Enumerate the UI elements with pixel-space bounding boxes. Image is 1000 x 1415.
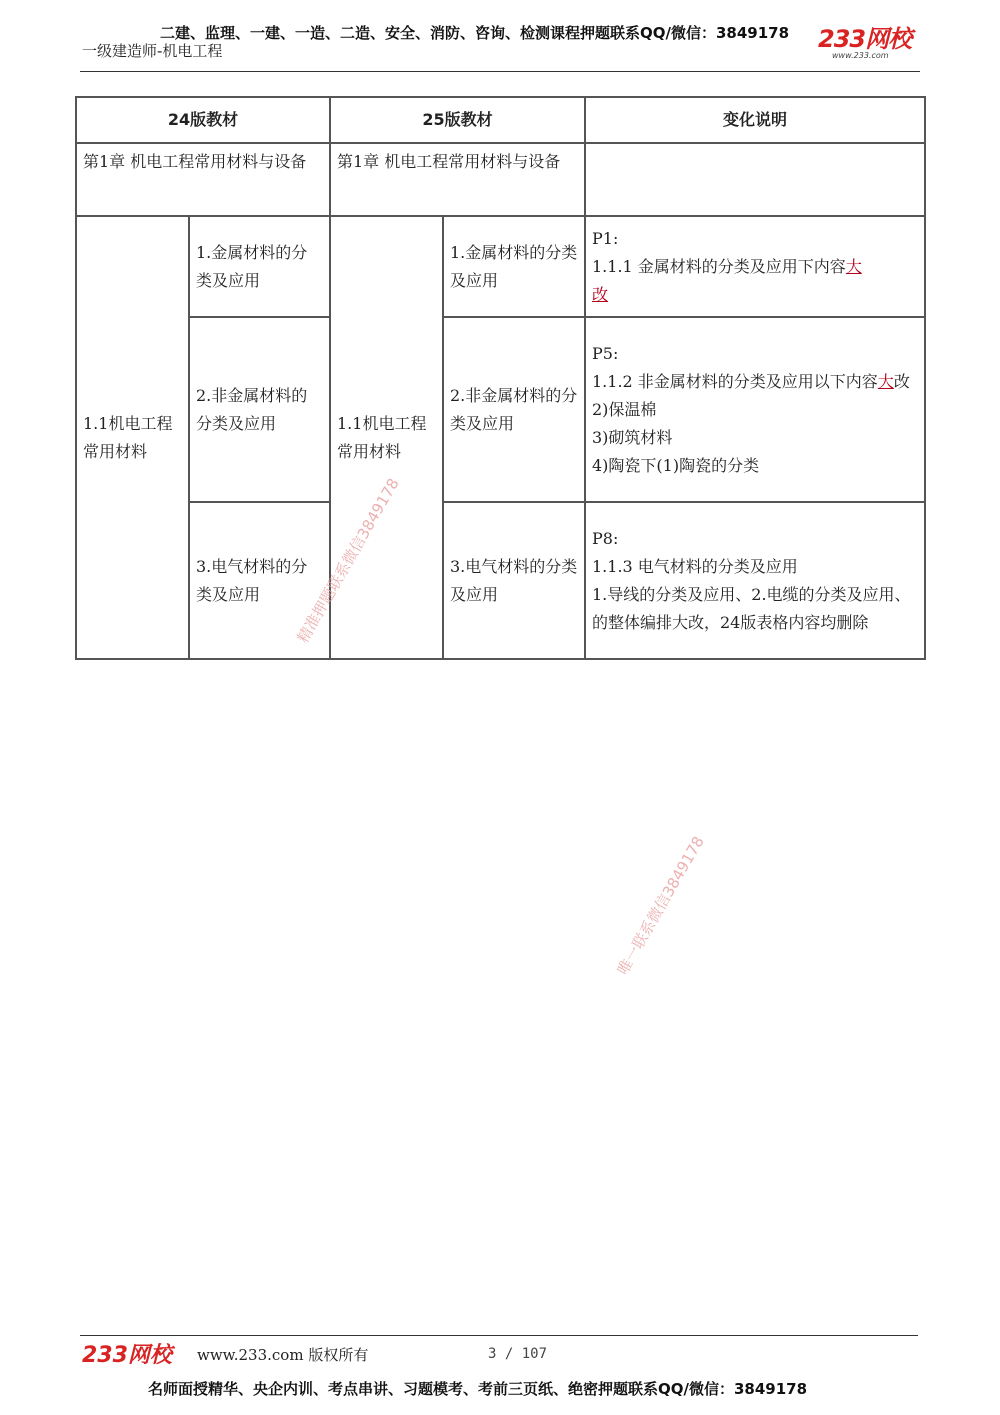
table-row [76, 502, 925, 659]
page-ref: P8: [592, 528, 619, 548]
change-notes [585, 317, 925, 502]
change-notes [585, 502, 925, 659]
page-ref: P5: [592, 343, 619, 363]
logo-url: www.233.com [832, 51, 889, 60]
footer-divider [80, 1335, 918, 1336]
note-line [592, 281, 918, 309]
table-row [76, 216, 925, 317]
section-25: 1.1机电工程常用材料 [330, 216, 443, 659]
header-change-notes: 变化说明 [585, 97, 925, 143]
bottom-promo-banner: 名师面授精华、央企内训、考点串讲、习题模考、考前三页纸、绝密押题联系QQ/微信：3849178 [148, 1380, 808, 1398]
note-line: 3)砌筑材料 [592, 427, 673, 447]
topic-24: 2.非金属材料的分类及应用 [189, 317, 330, 502]
watermark: 唯一联系微信3849178 [613, 833, 708, 978]
note-line: 1.1.1 金属材料的分类及应用下内容大 [592, 256, 862, 276]
highlight-text: 大 [877, 371, 894, 391]
watermark: 精准押题联系微信3849178 [293, 475, 403, 646]
textbook-comparison-table [75, 96, 926, 660]
chapter-25: 第1章 机电工程常用材料与设备 [330, 143, 585, 216]
note-line: 1.1.2 非金属材料的分类及应用以下内容大改 [592, 371, 910, 391]
highlight-text: 大 [845, 256, 862, 276]
section-24: 1.1机电工程常用材料 [76, 216, 189, 659]
note-line: 2)保温棉 [592, 399, 657, 419]
topic-25: 3.电气材料的分类及应用 [443, 502, 585, 659]
table-row [76, 317, 925, 502]
note-line: 1.1.3 电气材料的分类及应用 [592, 556, 798, 576]
logo-text: 233网校 [818, 25, 912, 53]
header-divider [80, 71, 920, 72]
topic-24: 1.金属材料的分类及应用 [189, 216, 330, 317]
table-header-row [76, 97, 925, 143]
highlight-text: 改 [592, 284, 609, 304]
chapter-notes [585, 143, 925, 216]
top-promo-banner: 二建、监理、一建、一造、二造、安全、消防、咨询、检测课程押题联系QQ/微信：3849178 [160, 24, 790, 42]
header-25-edition: 25版教材 [330, 97, 585, 143]
footer-copyright: www.233.com 版权所有 [197, 1346, 369, 1364]
topic-24: 3.电气材料的分类及应用 [189, 502, 330, 659]
change-notes [585, 216, 925, 317]
note-line: 1.导线的分类及应用、2.电缆的分类及应用、的整体编排大改，24版表格内容均删除 [592, 584, 911, 632]
page-ref: P1: [592, 228, 619, 248]
brand-logo [818, 26, 928, 66]
header-24-edition: 24版教材 [76, 97, 330, 143]
page-number: 3 / 107 [488, 1346, 548, 1362]
topic-25: 1.金属材料的分类及应用 [443, 216, 585, 317]
chapter-24: 第1章 机电工程常用材料与设备 [76, 143, 330, 216]
topic-25: 2.非金属材料的分类及应用 [443, 317, 585, 502]
footer-logo: 233网校 [82, 1343, 172, 1368]
note-line: 4)陶瓷下(1)陶瓷的分类 [592, 455, 760, 475]
chapter-row [76, 143, 925, 216]
document-subject: 一级建造师-机电工程 [82, 42, 223, 60]
